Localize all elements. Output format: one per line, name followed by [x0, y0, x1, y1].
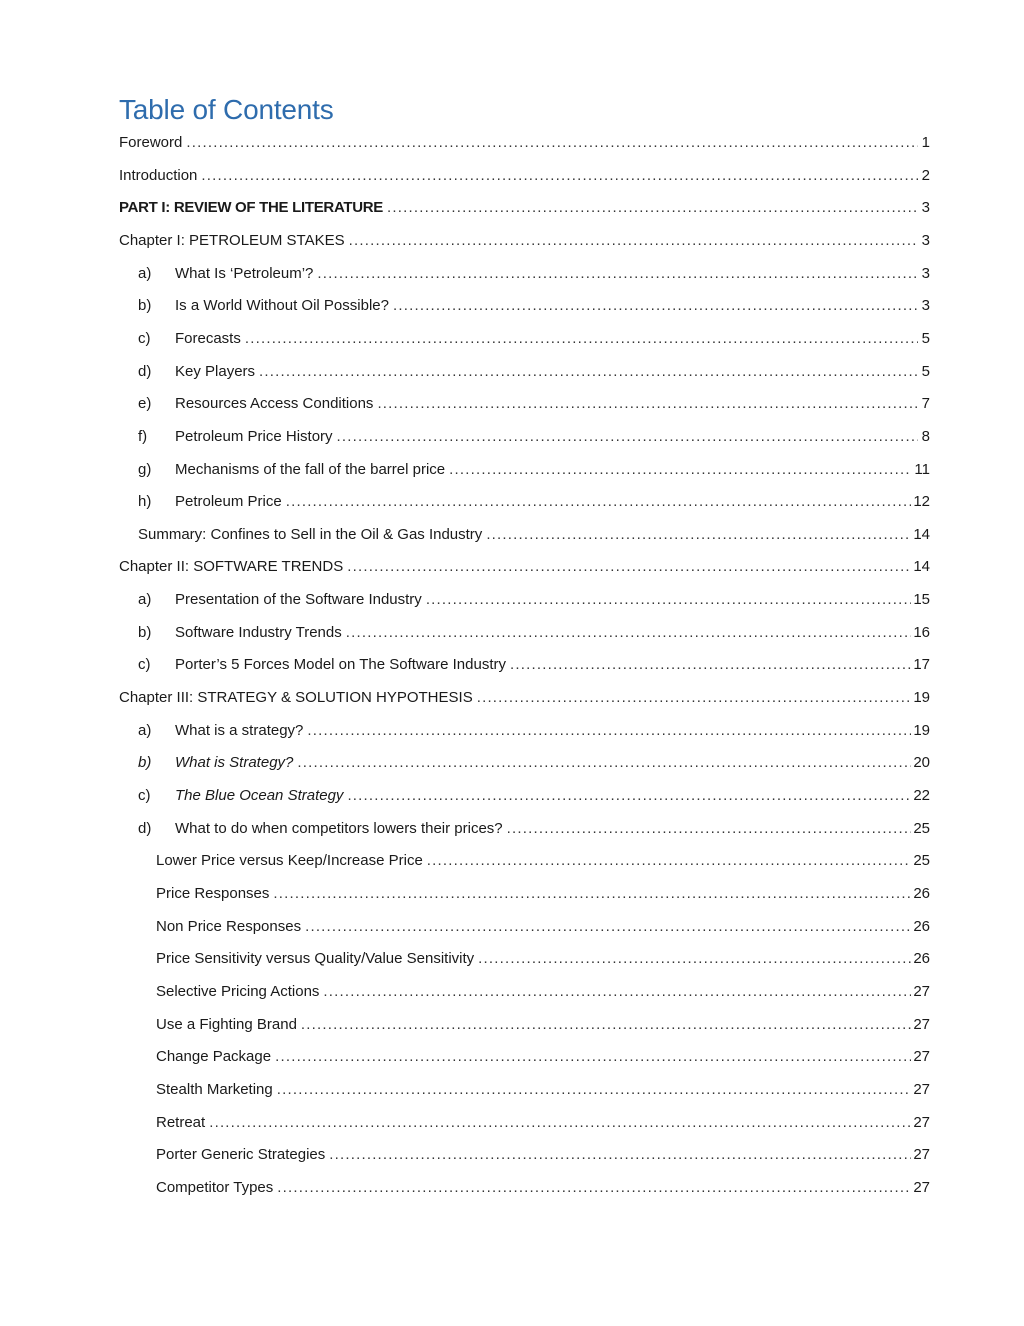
toc-page-number: 19 [913, 689, 930, 707]
toc-page-number: 26 [913, 950, 930, 968]
toc-entry-marker: d) [138, 819, 152, 837]
toc-dot-leader [317, 265, 918, 283]
toc-page-number: 3 [921, 297, 930, 315]
toc-entry-text: Porter Generic Strategies [156, 1146, 326, 1164]
toc-entry[interactable] [156, 946, 930, 968]
toc-entry-text: Mechanisms of the fall of the barrel price [175, 460, 446, 478]
toc-dot-leader [507, 820, 912, 838]
toc-page-number: 17 [913, 656, 930, 674]
toc-entry[interactable] [156, 914, 930, 936]
toc-page-number: 7 [921, 395, 930, 413]
toc-entry[interactable] [138, 816, 930, 838]
toc-entry-text: What to do when competitors lowers their prices? [175, 819, 503, 837]
toc-entry[interactable] [156, 1175, 930, 1197]
toc-entry-text: Price Responses [156, 884, 270, 902]
toc-entry-marker: a) [138, 721, 152, 739]
toc-page-number: 11 [914, 460, 930, 478]
toc-dot-leader [349, 232, 918, 250]
toc-entry[interactable] [138, 457, 930, 479]
toc-entry[interactable] [138, 261, 930, 283]
toc-entry-text: Selective Pricing Actions [156, 982, 320, 1000]
toc-page-number: 27 [913, 1178, 930, 1196]
toc-entry-text: Competitor Types [156, 1178, 274, 1196]
toc-entry[interactable] [119, 195, 930, 217]
toc-entry-text: Resources Access Conditions [175, 395, 374, 413]
toc-entry[interactable] [138, 326, 930, 348]
toc-entry-marker: h) [138, 493, 152, 511]
toc-dot-leader [305, 918, 911, 936]
toc-entry-text: Key Players [175, 362, 256, 380]
toc-entry[interactable] [156, 1142, 930, 1164]
toc-dot-leader [478, 950, 911, 968]
toc-entry-marker: a) [138, 591, 152, 609]
toc-dot-leader [323, 983, 911, 1001]
toc-page-number: 26 [913, 917, 930, 935]
toc-entry-text: Change Package [156, 1048, 272, 1066]
toc-page-number: 27 [913, 1080, 930, 1098]
toc-page-number: 14 [913, 525, 930, 543]
toc-entry[interactable] [138, 391, 930, 413]
toc-page-number: 15 [913, 591, 930, 609]
toc-entry-text: Stealth Marketing [156, 1080, 273, 1098]
toc-entry[interactable] [138, 587, 930, 609]
toc-entry[interactable] [138, 522, 930, 544]
toc-entry[interactable] [138, 718, 930, 740]
toc-dot-leader [273, 885, 911, 903]
toc-page-number: 27 [913, 982, 930, 1000]
toc-entry[interactable] [138, 424, 930, 446]
toc-entry[interactable] [119, 685, 930, 707]
toc-page-number: 27 [913, 1048, 930, 1066]
toc-entry-text: Petroleum Price History [175, 427, 333, 445]
toc-dot-leader [337, 428, 918, 446]
toc-page-number: 26 [913, 884, 930, 902]
toc-page-number: 19 [913, 721, 930, 739]
toc-entry-marker: c) [138, 329, 151, 347]
toc-entry-marker: g) [138, 460, 152, 478]
toc-entry-marker: b) [138, 297, 152, 315]
toc-entry[interactable] [156, 1077, 930, 1099]
toc-entry[interactable] [138, 489, 930, 511]
toc-entry-text: Forecasts [175, 329, 241, 347]
toc-page-number: 3 [921, 264, 930, 282]
toc-dot-leader [393, 297, 918, 315]
toc-dot-leader [259, 363, 918, 381]
toc-dot-leader [186, 134, 918, 152]
toc-dot-leader [307, 722, 911, 740]
toc-dot-leader [275, 1048, 911, 1066]
toc-entry[interactable] [119, 163, 930, 185]
toc-page-number: 25 [913, 819, 930, 837]
toc-dot-leader [329, 1146, 911, 1164]
toc-page-number: 2 [921, 166, 930, 184]
toc-entry-text: Lower Price versus Keep/Increase Price [156, 852, 423, 870]
toc-page-number: 27 [913, 1113, 930, 1131]
toc-dot-leader [347, 787, 911, 805]
toc-entry[interactable] [156, 1044, 930, 1066]
toc-entry-text: The Blue Ocean Strategy [175, 787, 344, 804]
toc-entry-text: Software Industry Trends [175, 623, 342, 641]
toc-entry[interactable] [156, 848, 930, 870]
toc-page-number: 25 [913, 852, 930, 870]
toc-entry-marker: b) [138, 754, 152, 772]
toc-entry-text: Retreat [156, 1113, 206, 1131]
toc-page-number: 5 [921, 329, 930, 347]
toc-entry-marker: f) [138, 427, 148, 445]
toc-dot-leader [426, 591, 912, 609]
toc-entry[interactable] [138, 359, 930, 381]
toc-entry-text: What Is ‘Petroleum’? [175, 264, 314, 282]
toc-entry-text: Is a World Without Oil Possible? [175, 297, 389, 315]
toc-dot-leader [449, 461, 912, 479]
toc-page-number: 3 [921, 199, 930, 217]
toc-entry[interactable] [138, 750, 930, 772]
toc-entry-text: Use a Fighting Brand [156, 1015, 297, 1033]
toc-entry-text: Summary: Confines to Sell in the Oil & Gas Industry [138, 525, 483, 543]
toc-entry-marker: d) [138, 362, 152, 380]
toc-entry-text: Chapter I: PETROLEUM STAKES [119, 231, 345, 249]
toc-title: Table of Contents [119, 94, 334, 125]
toc-entry[interactable] [156, 1110, 930, 1132]
toc-dot-leader [209, 1114, 911, 1132]
toc-entry-text: Introduction [119, 166, 198, 184]
toc-entry[interactable] [119, 554, 930, 576]
toc-dot-leader [301, 1016, 911, 1034]
toc-entry-marker: a) [138, 264, 152, 282]
toc-entry-text: Foreword [119, 134, 183, 151]
toc-entry-text: PART I: REVIEW OF THE LITERATURE [119, 199, 384, 217]
toc-entry[interactable] [138, 620, 930, 642]
toc-entry-text: What is a strategy? [175, 721, 304, 739]
toc-dot-leader [277, 1081, 912, 1099]
toc-entry[interactable] [138, 293, 930, 315]
toc-dot-leader [286, 493, 912, 511]
toc-entry-marker: b) [138, 623, 152, 641]
toc-dot-leader [277, 1179, 911, 1197]
toc-entry-marker: c) [138, 656, 151, 674]
toc-dot-leader [346, 624, 912, 642]
toc-entry-marker: e) [138, 395, 152, 413]
toc-dot-leader [510, 656, 911, 674]
toc-page-number: 12 [913, 493, 930, 511]
toc-page-number: 1 [921, 134, 930, 151]
toc-entry[interactable] [119, 228, 930, 250]
toc-entry-text: Price Sensitivity versus Quality/Value Sensitivity [156, 950, 475, 968]
toc-dot-leader [245, 330, 918, 348]
toc-page-number: 27 [913, 1015, 930, 1033]
toc-entry[interactable] [156, 979, 930, 1001]
toc-dot-leader [486, 526, 911, 544]
toc-entry-marker: c) [138, 787, 151, 804]
toc-page-number: 22 [913, 787, 930, 804]
toc-entry[interactable] [138, 783, 930, 805]
toc-entry-text: Petroleum Price [175, 493, 282, 511]
toc-dot-leader [477, 689, 912, 707]
toc-dot-leader [377, 395, 918, 413]
toc-entry-text: Chapter III: STRATEGY & SOLUTION HYPOTHESIS [119, 689, 473, 707]
toc-entry-text: Non Price Responses [156, 917, 302, 935]
toc-dot-leader [347, 558, 911, 576]
toc-entry[interactable] [119, 130, 930, 152]
toc-page-number: 5 [921, 362, 930, 380]
toc-page-number: 27 [913, 1146, 930, 1164]
toc-page-number: 8 [921, 427, 930, 445]
toc-entry-text: What is Strategy? [175, 754, 294, 772]
toc-page-number: 3 [921, 231, 930, 249]
toc-dot-leader [297, 754, 911, 772]
toc-page-number: 16 [913, 623, 930, 641]
toc-dot-leader [387, 199, 918, 217]
toc-entry-text: Porter’s 5 Forces Model on The Software Industry [175, 656, 506, 674]
toc-entry-text: Chapter II: SOFTWARE TRENDS [119, 558, 344, 576]
toc-dot-leader [427, 852, 912, 870]
toc-page-number: 14 [913, 558, 930, 576]
toc-dot-leader [201, 167, 918, 185]
toc-entry[interactable] [138, 652, 930, 674]
toc-page-number: 20 [913, 754, 930, 772]
toc-entry[interactable] [156, 881, 930, 903]
toc-entry[interactable] [156, 1012, 930, 1034]
toc-entry-text: Presentation of the Software Industry [175, 591, 422, 609]
